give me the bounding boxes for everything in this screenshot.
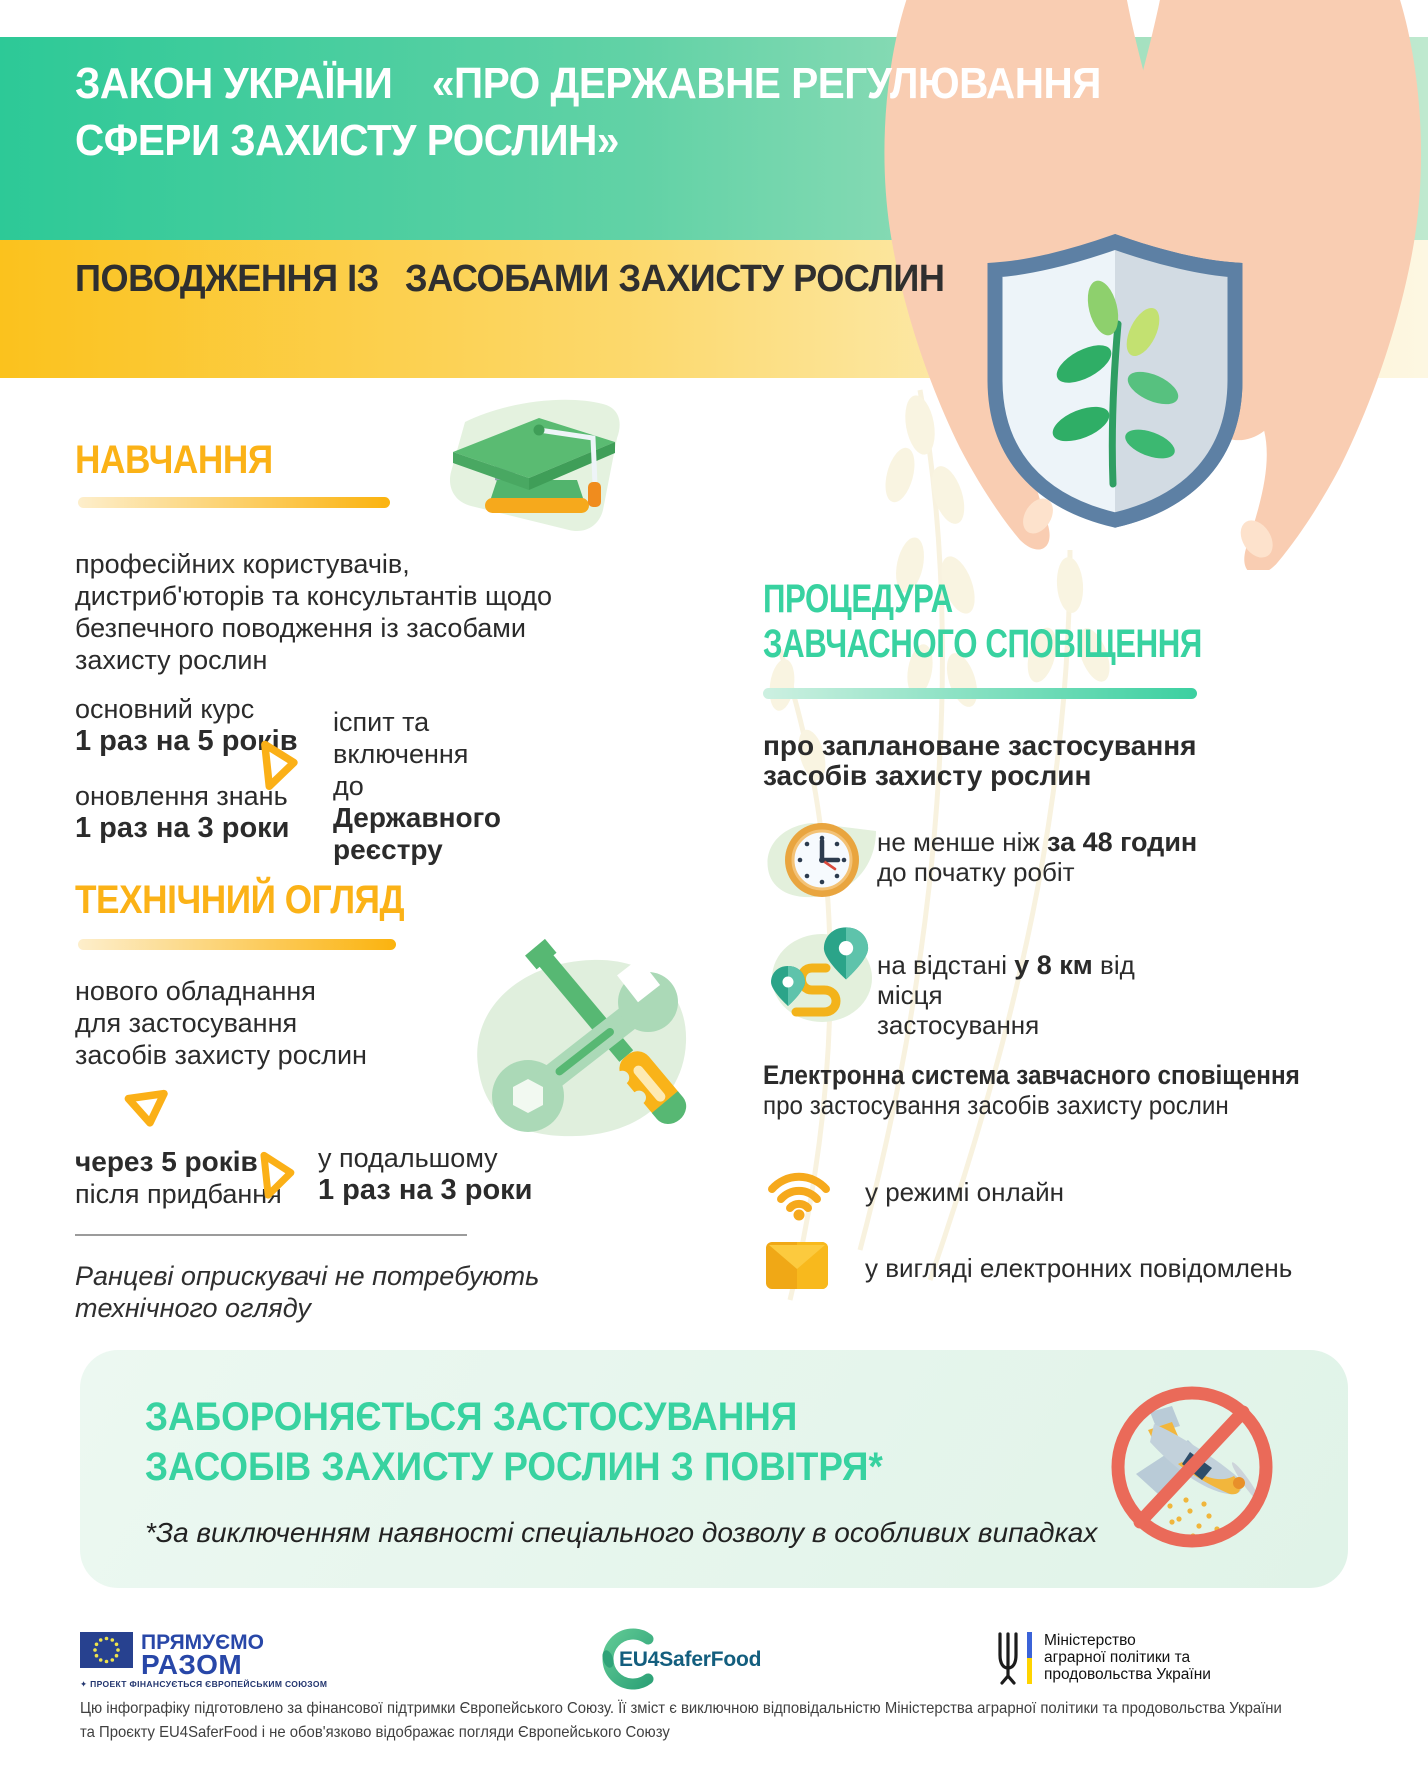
section-heading-training: НАВЧАННЯ — [75, 438, 273, 482]
inspection-next: у подальшому 1 раз на 3 роки — [318, 1143, 533, 1206]
inspection-first: через 5 років після придбання — [75, 1146, 282, 1209]
inspection-underline — [78, 939, 396, 950]
eu-motto-line1: ПРЯМУЄМО — [141, 1631, 264, 1654]
eu-funding-note: ✦ ПРОЕКТ ФІНАНСУЄТЬСЯ ЄВРОПЕЙСЬКИМ СОЮЗОМ — [80, 1679, 328, 1689]
law-title-line: СФЕРИ ЗАХИСТУ РОСЛИН» — [75, 116, 619, 165]
notification-intro: про заплановане застосування засобів захисту рослин — [763, 730, 1197, 791]
notification-esystem: Електронна система завчасного сповіщення про застосування засобів захисту рослин — [763, 1060, 1300, 1120]
tools-icon — [452, 938, 692, 1143]
training-description: професійних користувачів, дистриб'юторів та консультантів щодо безпечного поводження із засобами захисту рослин — [75, 549, 553, 675]
graduation-cap-icon — [435, 388, 625, 540]
ban-note: *За виключенням наявності спеціального дозволу в особливих випадках — [145, 1517, 1098, 1548]
tryzub-emblem-icon — [994, 1631, 1022, 1685]
eu-motto-line2: РАЗОМ — [141, 1649, 243, 1680]
training-underline — [78, 497, 390, 508]
law-title-line: «ПРО ДЕРЖАВНЕ РЕГУЛЮВАННЯ — [431, 59, 1101, 108]
training-basic-course: основний курс 1 раз на 5 років — [75, 694, 298, 757]
topic-line: ЗАСОБАМИ ЗАХИСТУ РОСЛИН — [404, 258, 945, 300]
notification-underline — [763, 688, 1197, 699]
map-route-pins-icon — [760, 926, 884, 1024]
ministry-bar-yellow — [1027, 1658, 1032, 1684]
disclaimer-line2: та Проєкту EU4SaferFood і не обов'язково відображає погляди Європейського Союзу — [80, 1724, 670, 1741]
page-title-law — [75, 55, 1428, 169]
no-aerial-spraying-icon — [1100, 1378, 1284, 1562]
law-title-line: ЗАКОН УКРАЇНИ — [75, 59, 393, 108]
ministry-bar-blue — [1027, 1632, 1032, 1658]
clock-icon — [760, 813, 884, 905]
disclaimer-line1: Цю інфографіку підготовлено за фінансової підтримки Європейського Союзу. Її зміст є виключною відповідальністю Міністерства аграрної політики та продовольства України — [80, 1700, 1282, 1717]
inspection-description: нового обладнання для застосування засобів захисту рослин — [75, 976, 367, 1070]
envelope-icon — [766, 1242, 828, 1289]
ban-title: ЗАБОРОНЯЄТЬСЯ ЗАСТОСУВАННЯ ЗАСОБІВ ЗАХИСТУ РОСЛИН З ПОВІТРЯ* — [145, 1395, 883, 1489]
eu-flag-icon — [80, 1632, 133, 1668]
training-exam-result: іспит та включення до Державного реєстру — [333, 707, 501, 865]
play-triangle-icon — [260, 736, 302, 794]
section-heading-notification: ПРОЦЕДУРА ЗАВЧАСНОГО СПОВІЩЕННЯ — [763, 577, 1202, 666]
eu4saferfood-wordmark: EU4SaferFood — [619, 1648, 762, 1671]
ministry-name: Міністерство аграрної політики та продовольства України — [1044, 1632, 1211, 1683]
notification-deadline: не менше ніж за 48 годин до початку робіт — [877, 827, 1198, 887]
inspection-note: Ранцеві оприскувачі не потребують технічного огляду — [75, 1261, 540, 1323]
topic-line: ПОВОДЖЕННЯ ІЗ — [75, 258, 379, 300]
chevron-down-icon — [122, 1088, 174, 1132]
page-subtitle-topic — [75, 253, 973, 306]
training-refresh: оновлення знань 1 раз на 3 роки — [75, 781, 290, 844]
notification-distance: на відстані у 8 км від місця застосування — [877, 950, 1135, 1040]
notification-email: у вигляді електронних повідомлень — [865, 1253, 1293, 1283]
divider — [75, 1234, 467, 1236]
section-heading-inspection: ТЕХНІЧНИЙ ОГЛЯД — [75, 878, 405, 922]
play-triangle-icon — [260, 1148, 298, 1202]
wifi-icon — [765, 1163, 833, 1221]
notification-online: у режимі онлайн — [865, 1177, 1064, 1207]
shield-with-plant-icon — [985, 232, 1245, 528]
